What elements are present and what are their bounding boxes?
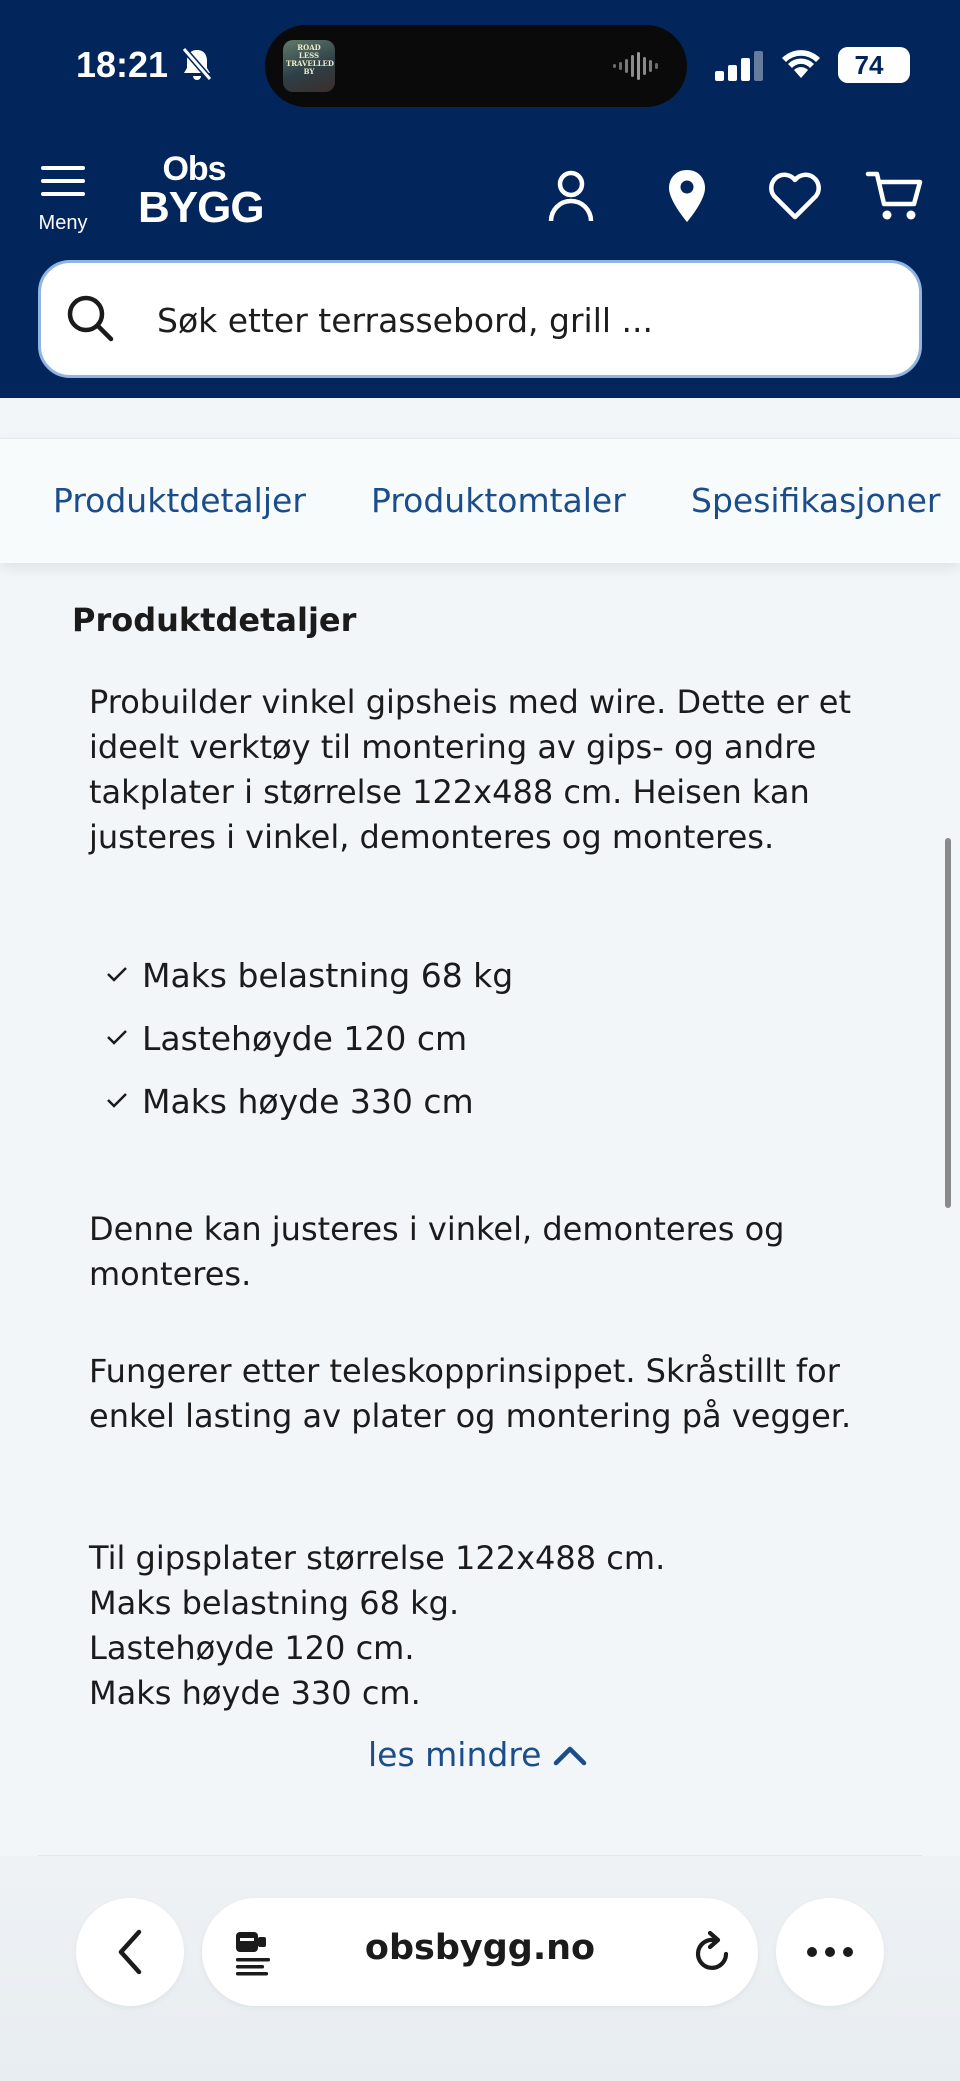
- obs-bygg-logo[interactable]: Obs BYGG: [138, 150, 264, 232]
- search-icon: [61, 289, 121, 349]
- dynamic-island[interactable]: [265, 25, 687, 107]
- store-locator-button[interactable]: [656, 165, 718, 227]
- now-playing-artwork[interactable]: ROAD LESS TRAVELLED BY: [283, 40, 335, 92]
- reload-icon[interactable]: [690, 1928, 734, 1976]
- heart-icon: [767, 171, 823, 221]
- hamburger-icon: [28, 162, 98, 202]
- adjust-paragraph: Denne kan justeres i vinkel, demonteres og monteres.: [89, 1210, 785, 1293]
- search-bar[interactable]: [38, 260, 922, 378]
- checkmark-icon: [106, 1028, 128, 1046]
- tab-produktdetaljer[interactable]: Produktdetaljer: [53, 481, 306, 520]
- tab-produktomtaler[interactable]: Produktomtaler: [371, 481, 626, 520]
- menu-button[interactable]: [28, 162, 98, 240]
- read-less-link[interactable]: les mindre: [368, 1735, 587, 1774]
- feature-list: [106, 953, 513, 1142]
- specs-summary: Til gipsplater størrelse 122x488 cm. Maks belastning 68 kg. Lastehøyde 120 cm. Maks høyde 330 cm.: [89, 1539, 666, 1712]
- cart-button[interactable]: [864, 165, 926, 227]
- chevron-up-icon: [553, 1744, 587, 1766]
- bell-muted-icon: [180, 46, 214, 82]
- wishlist-button[interactable]: [764, 165, 826, 227]
- checkmark-icon: [106, 965, 128, 983]
- status-bar: [0, 0, 960, 130]
- menu-label: Meny: [38, 212, 88, 234]
- cart-icon: [865, 168, 925, 224]
- audio-waveform-icon: [613, 51, 665, 81]
- tab-spesifikasjoner[interactable]: Spesifikasjoner: [691, 481, 941, 520]
- address-bar[interactable]: [202, 1898, 758, 2006]
- list-item: Lastehøyde 120 cm: [106, 1016, 513, 1079]
- checkmark-icon: [106, 1091, 128, 1109]
- user-icon: [546, 169, 596, 223]
- wifi-icon: [780, 46, 822, 80]
- product-tabs: [0, 438, 960, 563]
- intro-paragraph: Probuilder vinkel gipsheis med wire. Dette er et ideelt verktøy til montering av gips- og andre takplater i størrelse 122x488 cm. Heisen kan justeres i vinkel, demonteres og monteres.: [89, 683, 852, 856]
- browser-toolbar: [0, 1856, 960, 2081]
- list-item: Maks belastning 68 kg: [106, 953, 513, 1016]
- list-item: Maks høyde 330 cm: [106, 1079, 513, 1142]
- back-button[interactable]: [76, 1898, 184, 2006]
- more-options-button[interactable]: [776, 1898, 884, 2006]
- telescope-paragraph: Fungerer etter teleskopprinsippet. Skråstillt for enkel lasting av plater og montering på vegger.: [89, 1352, 852, 1435]
- ellipsis-icon: [806, 1946, 854, 1958]
- battery-cap: [904, 58, 910, 72]
- section-title: Produktdetaljer: [72, 601, 357, 639]
- cellular-signal-icon: [715, 51, 765, 81]
- battery-percent: 74: [854, 50, 884, 80]
- status-time: 18:21: [76, 44, 169, 85]
- chevron-left-icon: [115, 1928, 145, 1976]
- search-input[interactable]: [157, 288, 887, 352]
- url-text: obsbygg.no: [364, 1928, 596, 1968]
- battery-indicator: [838, 47, 910, 83]
- location-pin-icon: [667, 168, 707, 224]
- account-button[interactable]: [540, 165, 602, 227]
- site-header: [0, 0, 960, 398]
- scrollbar-thumb[interactable]: [945, 838, 951, 1208]
